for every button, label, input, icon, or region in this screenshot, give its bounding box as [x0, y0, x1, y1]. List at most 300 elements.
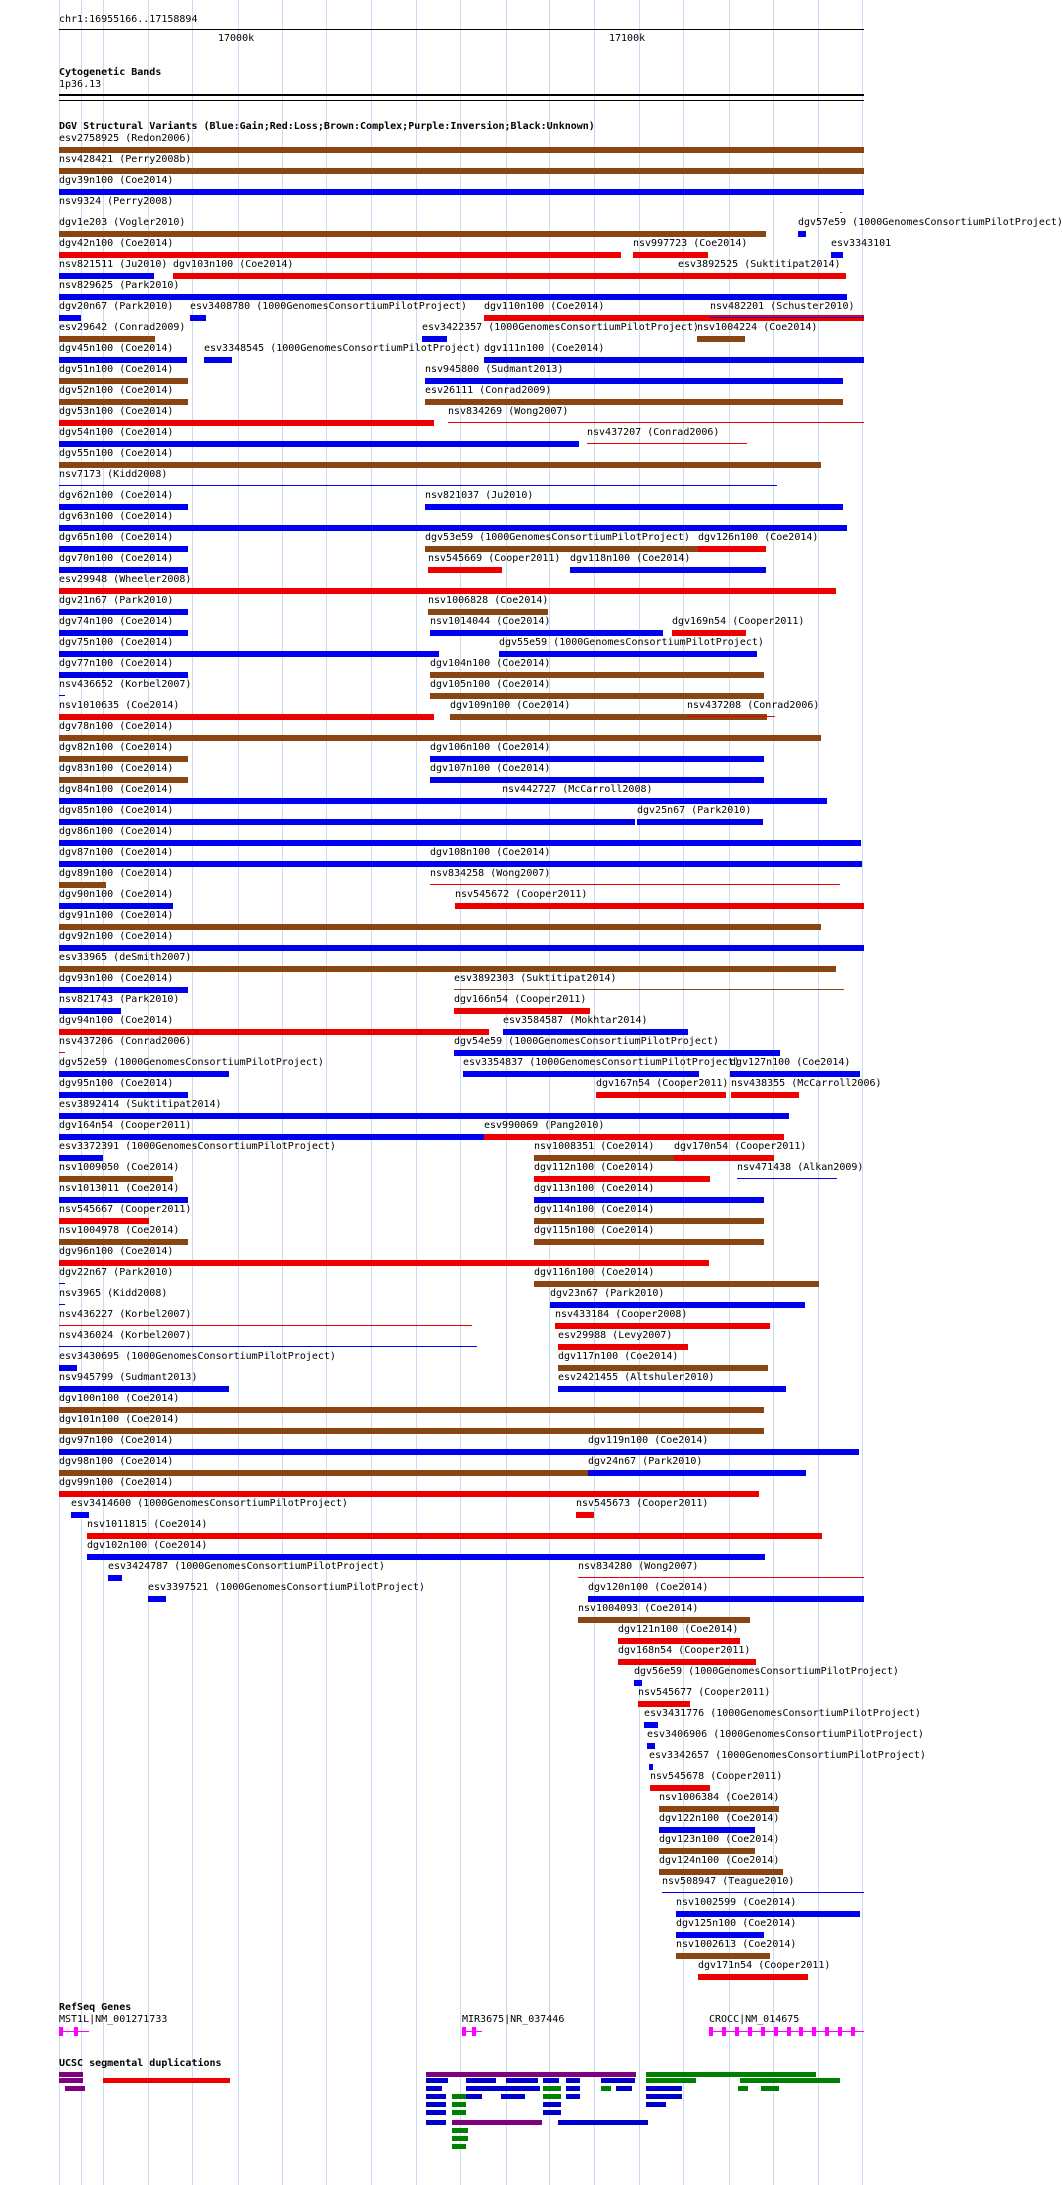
variant-label[interactable]: dgv22n67 (Park2010)	[59, 1267, 174, 1278]
variant-label[interactable]: dgv118n100 (Coe2014)	[570, 553, 691, 564]
variant-label[interactable]: nsv437206 (Conrad2006)	[59, 1036, 192, 1047]
variant-bar[interactable]	[59, 651, 439, 657]
variant-label[interactable]: esv3892303 (Suktitipat2014)	[454, 973, 617, 984]
variant-bar[interactable]	[430, 861, 862, 867]
variant-bar[interactable]	[59, 1428, 764, 1434]
variant-label[interactable]: dgv113n100 (Coe2014)	[534, 1183, 655, 1194]
variant-bar[interactable]	[659, 1848, 755, 1854]
variant-label[interactable]: dgv123n100 (Coe2014)	[659, 1834, 780, 1845]
variant-label[interactable]: nsv821037 (Ju2010)	[425, 490, 534, 501]
gene-exon[interactable]	[59, 2027, 63, 2036]
variant-label[interactable]: dgv93n100 (Coe2014)	[59, 973, 174, 984]
gene-exon[interactable]	[462, 2027, 466, 2036]
segdup-block[interactable]	[601, 2086, 611, 2091]
variant-bar[interactable]	[503, 1029, 688, 1035]
variant-label[interactable]: nsv1006828 (Coe2014)	[428, 595, 549, 606]
variant-bar[interactable]	[558, 1386, 786, 1392]
variant-bar[interactable]	[588, 1596, 864, 1602]
variant-label[interactable]: dgv63n100 (Coe2014)	[59, 511, 174, 522]
dgv-track-title[interactable]: DGV Structural Variants (Blue:Gain;Red:Loss;Brown:Complex;Purple:Inversion;Black:Unknown)	[59, 121, 595, 132]
variant-bar[interactable]	[148, 1596, 166, 1602]
variant-bar[interactable]	[558, 1365, 768, 1371]
variant-bar[interactable]	[59, 819, 635, 825]
segdup-block[interactable]	[103, 2078, 230, 2083]
variant-label[interactable]: dgv55n100 (Coe2014)	[59, 448, 174, 459]
segdup-block[interactable]	[566, 2086, 580, 2091]
variant-bar[interactable]	[59, 903, 173, 909]
segdup-block[interactable]	[543, 2110, 561, 2115]
variant-label[interactable]: dgv55e59 (1000GenomesConsortiumPilotProject)	[499, 637, 764, 648]
variant-label[interactable]: dgv53e59 (1000GenomesConsortiumPilotProject)	[425, 532, 690, 543]
variant-bar[interactable]	[59, 1155, 103, 1161]
variant-bar[interactable]	[59, 987, 188, 993]
variant-label[interactable]: esv3430695 (1000GenomesConsortiumPilotProject)	[59, 1351, 336, 1362]
variant-label[interactable]: dgv86n100 (Coe2014)	[59, 826, 174, 837]
variant-label[interactable]: dgv100n100 (Coe2014)	[59, 1393, 180, 1404]
variant-label[interactable]: dgv42n100 (Coe2014)	[59, 238, 174, 249]
variant-label[interactable]: nsv438355 (McCarroll2006)	[731, 1078, 882, 1089]
variant-label[interactable]: nsv945799 (Sudmant2013)	[59, 1372, 198, 1383]
variant-bar[interactable]	[59, 1407, 764, 1413]
variant-bar[interactable]	[502, 798, 827, 804]
segdup-block[interactable]	[452, 2110, 466, 2115]
variant-label[interactable]: dgv53n100 (Coe2014)	[59, 406, 174, 417]
variant-label[interactable]: nsv945800 (Sudmant2013)	[425, 364, 564, 375]
variant-label[interactable]: nsv1013011 (Coe2014)	[59, 1183, 180, 1194]
variant-bar[interactable]	[59, 294, 847, 300]
segdup-block[interactable]	[566, 2078, 580, 2083]
variant-label[interactable]: dgv20n67 (Park2010)	[59, 301, 174, 312]
variant-label[interactable]: dgv104n100 (Coe2014)	[430, 658, 551, 669]
segdup-block[interactable]	[543, 2086, 561, 2091]
variant-label[interactable]: dgv166n54 (Cooper2011)	[454, 994, 587, 1005]
variant-bar[interactable]	[59, 1346, 477, 1347]
variant-bar[interactable]	[59, 231, 766, 237]
variant-bar[interactable]	[678, 273, 846, 279]
variant-bar[interactable]	[455, 903, 864, 909]
variant-bar[interactable]	[59, 546, 188, 552]
variant-label[interactable]: dgv117n100 (Coe2014)	[558, 1351, 679, 1362]
variant-bar[interactable]	[484, 1134, 784, 1140]
variant-bar[interactable]	[59, 462, 821, 468]
variant-label[interactable]: nsv437208 (Conrad2006)	[687, 700, 820, 711]
segdup-block[interactable]	[426, 2086, 442, 2091]
segdup-block[interactable]	[646, 2102, 666, 2107]
variant-bar[interactable]	[430, 756, 764, 762]
gene-exon[interactable]	[825, 2027, 829, 2036]
segdup-block[interactable]	[501, 2094, 525, 2099]
variant-bar[interactable]	[59, 672, 188, 678]
variant-bar[interactable]	[731, 1092, 799, 1098]
variant-label[interactable]: dgv170n54 (Cooper2011)	[674, 1141, 807, 1152]
variant-label[interactable]: dgv99n100 (Coe2014)	[59, 1477, 174, 1488]
variant-bar[interactable]	[430, 672, 764, 678]
variant-label[interactable]: nsv1002613 (Coe2014)	[676, 1939, 797, 1950]
segdup-block[interactable]	[761, 2086, 779, 2091]
variant-bar[interactable]	[558, 1344, 688, 1350]
variant-label[interactable]: dgv54n100 (Coe2014)	[59, 427, 174, 438]
variant-bar[interactable]	[450, 714, 767, 720]
variant-bar[interactable]	[730, 1071, 860, 1077]
variant-label[interactable]: esv2421455 (Altshuler2010)	[558, 1372, 715, 1383]
variant-bar[interactable]	[59, 420, 434, 426]
segdup-block[interactable]	[452, 2136, 468, 2141]
segdup-block[interactable]	[566, 2094, 580, 2099]
variant-label[interactable]: dgv57e59 (1000GenomesConsortiumPilotProject)	[798, 217, 1063, 228]
variant-bar[interactable]	[428, 609, 548, 615]
variant-bar[interactable]	[190, 315, 206, 321]
variant-bar[interactable]	[422, 336, 447, 342]
variant-bar[interactable]	[59, 1325, 472, 1326]
segdup-block[interactable]	[616, 2086, 632, 2091]
variant-bar[interactable]	[59, 735, 821, 741]
variant-bar[interactable]	[59, 399, 188, 405]
variant-label[interactable]: nsv428421 (Perry2008b)	[59, 154, 192, 165]
variant-label[interactable]: dgv103n100 (Coe2014)	[173, 259, 294, 270]
gene-label[interactable]: CROCC|NM_014675	[709, 2014, 800, 2025]
segdup-block[interactable]	[59, 2072, 83, 2077]
variant-bar[interactable]	[676, 1911, 860, 1917]
variant-bar[interactable]	[59, 336, 155, 342]
variant-label[interactable]: dgv108n100 (Coe2014)	[430, 847, 551, 858]
variant-bar[interactable]	[87, 1554, 765, 1560]
variant-bar[interactable]	[425, 546, 715, 552]
segdup-block[interactable]	[426, 2094, 446, 2099]
variant-bar[interactable]	[428, 567, 502, 573]
variant-bar[interactable]	[59, 357, 187, 363]
variant-label[interactable]: esv3348545 (1000GenomesConsortiumPilotProject)	[204, 343, 481, 354]
variant-label[interactable]: nsv829625 (Park2010)	[59, 280, 180, 291]
variant-bar[interactable]	[59, 504, 188, 510]
variant-label[interactable]: esv26111 (Conrad2009)	[425, 385, 552, 396]
variant-label[interactable]: esv33965 (deSmith2007)	[59, 952, 192, 963]
gene-exon[interactable]	[851, 2027, 855, 2036]
segdup-block[interactable]	[426, 2110, 446, 2115]
variant-label[interactable]: dgv120n100 (Coe2014)	[588, 1582, 709, 1593]
variant-label[interactable]: dgv122n100 (Coe2014)	[659, 1813, 780, 1824]
variant-label[interactable]: dgv115n100 (Coe2014)	[534, 1225, 655, 1236]
segdup-block[interactable]	[452, 2128, 468, 2133]
variant-label[interactable]: nsv437207 (Conrad2006)	[587, 427, 720, 438]
variant-label[interactable]: dgv24n67 (Park2010)	[588, 1456, 703, 1467]
variant-bar[interactable]	[59, 1260, 709, 1266]
variant-label[interactable]: dgv52e59 (1000GenomesConsortiumPilotProject)	[59, 1057, 324, 1068]
segdup-block[interactable]	[65, 2086, 85, 2091]
variant-bar[interactable]	[59, 756, 188, 762]
variant-label[interactable]: nsv433184 (Cooper2008)	[555, 1309, 688, 1320]
variant-label[interactable]: dgv97n100 (Coe2014)	[59, 1435, 174, 1446]
variant-label[interactable]: nsv545677 (Cooper2011)	[638, 1687, 771, 1698]
variant-bar[interactable]	[454, 1050, 780, 1056]
variant-bar[interactable]	[59, 714, 434, 720]
variant-bar[interactable]	[59, 966, 836, 972]
variant-label[interactable]: dgv95n100 (Coe2014)	[59, 1078, 174, 1089]
variant-bar[interactable]	[576, 1512, 594, 1518]
variant-label[interactable]: dgv110n100 (Coe2014)	[484, 301, 605, 312]
variant-bar[interactable]	[710, 317, 864, 318]
variant-bar[interactable]	[737, 1178, 837, 1179]
variant-bar[interactable]	[204, 357, 232, 363]
variant-label[interactable]: dgv125n100 (Coe2014)	[676, 1918, 797, 1929]
segdup-block[interactable]	[740, 2078, 840, 2083]
variant-bar[interactable]	[59, 1071, 229, 1077]
variant-label[interactable]: dgv74n100 (Coe2014)	[59, 616, 174, 627]
variant-label[interactable]: dgv91n100 (Coe2014)	[59, 910, 174, 921]
variant-label[interactable]: dgv106n100 (Coe2014)	[430, 742, 551, 753]
variant-label[interactable]: dgv98n100 (Coe2014)	[59, 1456, 174, 1467]
variant-label[interactable]: esv3397521 (1000GenomesConsortiumPilotProject)	[148, 1582, 425, 1593]
variant-label[interactable]: dgv102n100 (Coe2014)	[87, 1540, 208, 1551]
segdup-block[interactable]	[646, 2072, 816, 2077]
variant-bar[interactable]	[59, 1239, 188, 1245]
segdup-block[interactable]	[426, 2072, 636, 2077]
refseq-track-title[interactable]: RefSeq Genes	[59, 2002, 132, 2013]
variant-label[interactable]: nsv471438 (Alkan2009)	[737, 1162, 864, 1173]
variant-label[interactable]: esv2758925 (Redon2006)	[59, 133, 192, 144]
variant-label[interactable]: esv3414600 (1000GenomesConsortiumPilotProject)	[71, 1498, 348, 1509]
variant-label[interactable]: dgv126n100 (Coe2014)	[698, 532, 819, 543]
variant-label[interactable]: dgv96n100 (Coe2014)	[59, 1246, 174, 1257]
variant-label[interactable]: nsv545672 (Cooper2011)	[455, 889, 588, 900]
variant-bar[interactable]	[578, 1617, 750, 1623]
gene-exon[interactable]	[812, 2027, 816, 2036]
variant-bar[interactable]	[59, 168, 864, 174]
variant-label[interactable]: dgv107n100 (Coe2014)	[430, 763, 551, 774]
variant-label[interactable]: esv3372391 (1000GenomesConsortiumPilotProject)	[59, 1141, 336, 1152]
variant-bar[interactable]	[59, 1113, 789, 1119]
variant-label[interactable]: esv3343101	[831, 238, 892, 249]
variant-label[interactable]: dgv119n100 (Coe2014)	[588, 1435, 709, 1446]
segdup-block[interactable]	[426, 2120, 446, 2125]
variant-bar[interactable]	[71, 1512, 89, 1518]
variant-label[interactable]: dgv85n100 (Coe2014)	[59, 805, 174, 816]
variant-label[interactable]: dgv70n100 (Coe2014)	[59, 553, 174, 564]
variant-bar[interactable]	[59, 924, 821, 930]
variant-bar[interactable]	[59, 189, 864, 195]
gene-label[interactable]: MST1L|NM_001271733	[59, 2014, 168, 2025]
variant-bar[interactable]	[59, 695, 65, 696]
variant-label[interactable]: dgv62n100 (Coe2014)	[59, 490, 174, 501]
variant-bar[interactable]	[499, 651, 757, 657]
segdup-block[interactable]	[452, 2144, 466, 2149]
variant-bar[interactable]	[638, 1701, 690, 1707]
variant-label[interactable]: esv29988 (Levy2007)	[558, 1330, 673, 1341]
variant-label[interactable]: nsv442727 (McCarroll2008)	[502, 784, 653, 795]
variant-label[interactable]: dgv105n100 (Coe2014)	[430, 679, 551, 690]
variant-bar[interactable]	[534, 1197, 764, 1203]
gene-exon[interactable]	[787, 2027, 791, 2036]
variant-bar[interactable]	[59, 609, 188, 615]
variant-bar[interactable]	[430, 884, 840, 885]
variant-label[interactable]: esv3424787 (1000GenomesConsortiumPilotProject)	[108, 1561, 385, 1572]
variant-bar[interactable]	[662, 1892, 864, 1893]
variant-bar[interactable]	[448, 422, 864, 423]
gene-exon[interactable]	[748, 2027, 752, 2036]
variant-bar[interactable]	[698, 546, 766, 552]
variant-label[interactable]: esv3406906 (1000GenomesConsortiumPilotProject)	[647, 1729, 924, 1740]
variant-label[interactable]: dgv39n100 (Coe2014)	[59, 175, 174, 186]
gene-exon[interactable]	[774, 2027, 778, 2036]
variant-label[interactable]: dgv109n100 (Coe2014)	[450, 700, 571, 711]
variant-label[interactable]: nsv436227 (Korbel2007)	[59, 1309, 192, 1320]
variant-label[interactable]: dgv25n67 (Park2010)	[637, 805, 752, 816]
variant-bar[interactable]	[618, 1638, 740, 1644]
variant-bar[interactable]	[637, 819, 763, 825]
variant-bar[interactable]	[59, 273, 154, 279]
variant-bar[interactable]	[59, 485, 777, 486]
variant-bar[interactable]	[59, 252, 621, 258]
variant-bar[interactable]	[659, 1869, 783, 1875]
variant-bar[interactable]	[840, 212, 842, 213]
gene-exon[interactable]	[722, 2027, 726, 2036]
segdup-block[interactable]	[466, 2086, 540, 2091]
variant-label[interactable]: nsv821511 (Ju2010)	[59, 259, 168, 270]
variant-label[interactable]: nsv7173 (Kidd2008)	[59, 469, 168, 480]
variant-bar[interactable]	[650, 1785, 710, 1791]
variant-bar[interactable]	[588, 1449, 758, 1455]
variant-label[interactable]: nsv482201 (Schuster2010)	[710, 301, 855, 312]
variant-label[interactable]: nsv1009050 (Coe2014)	[59, 1162, 180, 1173]
variant-label[interactable]: nsv1002599 (Coe2014)	[676, 1897, 797, 1908]
variant-label[interactable]: dgv90n100 (Coe2014)	[59, 889, 174, 900]
variant-label[interactable]: dgv52n100 (Coe2014)	[59, 385, 174, 396]
variant-bar[interactable]	[534, 1239, 764, 1245]
variant-label[interactable]: nsv997723 (Coe2014)	[633, 238, 748, 249]
variant-label[interactable]: dgv169n54 (Cooper2011)	[672, 616, 805, 627]
variant-label[interactable]: nsv834258 (Wong2007)	[430, 868, 551, 879]
segdup-block[interactable]	[646, 2086, 682, 2091]
variant-label[interactable]: dgv83n100 (Coe2014)	[59, 763, 174, 774]
variant-bar[interactable]	[672, 630, 746, 636]
variant-bar[interactable]	[59, 1491, 759, 1497]
variant-bar[interactable]	[578, 1577, 864, 1578]
variant-bar[interactable]	[484, 357, 864, 363]
segdup-block[interactable]	[543, 2078, 559, 2083]
variant-bar[interactable]	[87, 1533, 822, 1539]
variant-label[interactable]: nsv545673 (Cooper2011)	[576, 1498, 709, 1509]
variant-label[interactable]: dgv164n54 (Cooper2011)	[59, 1120, 192, 1131]
variant-bar[interactable]	[425, 378, 843, 384]
variant-label[interactable]: nsv821743 (Park2010)	[59, 994, 180, 1005]
segdup-block[interactable]	[506, 2078, 538, 2083]
segdup-block[interactable]	[59, 2078, 83, 2083]
variant-label[interactable]: nsv3965 (Kidd2008)	[59, 1288, 168, 1299]
gene-exon[interactable]	[472, 2027, 476, 2036]
variant-bar[interactable]	[463, 1071, 699, 1077]
variant-bar[interactable]	[59, 525, 847, 531]
variant-bar[interactable]	[59, 630, 188, 636]
variant-label[interactable]: dgv89n100 (Coe2014)	[59, 868, 174, 879]
variant-bar[interactable]	[659, 1827, 755, 1833]
variant-label[interactable]: dgv116n100 (Coe2014)	[534, 1267, 655, 1278]
variant-label[interactable]: dgv78n100 (Coe2014)	[59, 721, 174, 732]
variant-label[interactable]: dgv21n67 (Park2010)	[59, 595, 174, 606]
variant-label[interactable]: nsv1008351 (Coe2014)	[534, 1141, 655, 1152]
variant-label[interactable]: nsv1014044 (Coe2014)	[430, 616, 551, 627]
variant-label[interactable]: nsv436652 (Korbel2007)	[59, 679, 192, 690]
variant-bar[interactable]	[534, 1218, 764, 1224]
segdup-block[interactable]	[452, 2102, 466, 2107]
variant-label[interactable]: nsv1004093 (Coe2014)	[578, 1603, 699, 1614]
variant-label[interactable]: esv3431776 (1000GenomesConsortiumPilotProject)	[644, 1708, 921, 1719]
variant-label[interactable]: nsv9324 (Perry2008)	[59, 196, 174, 207]
variant-bar[interactable]	[649, 1764, 653, 1770]
segdup-block[interactable]	[646, 2094, 682, 2099]
variant-bar[interactable]	[596, 1092, 726, 1098]
variant-bar[interactable]	[59, 1365, 77, 1371]
variant-label[interactable]: nsv834280 (Wong2007)	[578, 1561, 699, 1572]
variant-label[interactable]: dgv101n100 (Coe2014)	[59, 1414, 180, 1425]
variant-label[interactable]: dgv127n100 (Coe2014)	[730, 1057, 851, 1068]
segdup-block[interactable]	[452, 2120, 542, 2125]
variant-label[interactable]: dgv92n100 (Coe2014)	[59, 931, 174, 942]
variant-bar[interactable]	[831, 252, 843, 258]
variant-bar[interactable]	[59, 147, 864, 153]
variant-label[interactable]: nsv1006384 (Coe2014)	[659, 1792, 780, 1803]
variant-label[interactable]: dgv168n54 (Cooper2011)	[618, 1645, 751, 1656]
variant-bar[interactable]	[59, 840, 861, 846]
variant-label[interactable]: dgv94n100 (Coe2014)	[59, 1015, 174, 1026]
cyto-band-bar[interactable]	[59, 94, 864, 96]
variant-bar[interactable]	[59, 441, 579, 447]
variant-label[interactable]: dgv1e203 (Vogler2010)	[59, 217, 186, 228]
variant-label[interactable]: esv3422357 (1000GenomesConsortiumPilotProject)	[422, 322, 699, 333]
variant-label[interactable]: dgv111n100 (Coe2014)	[484, 343, 605, 354]
variant-label[interactable]: dgv167n54 (Cooper2011)	[596, 1078, 729, 1089]
variant-bar[interactable]	[59, 882, 106, 888]
variant-bar[interactable]	[59, 1092, 188, 1098]
variant-bar[interactable]	[59, 1197, 188, 1203]
variant-bar[interactable]	[633, 252, 708, 258]
segdup-block[interactable]	[558, 2120, 648, 2125]
variant-label[interactable]: esv3408780 (1000GenomesConsortiumPilotProject)	[190, 301, 467, 312]
cyto-track-title[interactable]: Cytogenetic Bands	[59, 67, 162, 78]
gene-exon[interactable]	[709, 2027, 713, 2036]
variant-bar[interactable]	[59, 1008, 121, 1014]
variant-label[interactable]: esv3892414 (Suktitipat2014)	[59, 1099, 222, 1110]
variant-label[interactable]: esv29948 (Wheeler2008)	[59, 574, 192, 585]
segdup-block[interactable]	[426, 2102, 446, 2107]
variant-bar[interactable]	[570, 567, 766, 573]
variant-label[interactable]: nsv1004978 (Coe2014)	[59, 1225, 180, 1236]
variant-bar[interactable]	[59, 945, 864, 951]
variant-label[interactable]: esv3892525 (Suktitipat2014)	[678, 259, 841, 270]
variant-bar[interactable]	[798, 231, 806, 237]
variant-label[interactable]: nsv1011815 (Coe2014)	[87, 1519, 208, 1530]
variant-bar[interactable]	[587, 443, 747, 444]
variant-label[interactable]: nsv508947 (Teague2010)	[662, 1876, 795, 1887]
variant-bar[interactable]	[59, 1386, 229, 1392]
variant-bar[interactable]	[534, 1176, 710, 1182]
variant-label[interactable]: dgv124n100 (Coe2014)	[659, 1855, 780, 1866]
variant-label[interactable]: dgv51n100 (Coe2014)	[59, 364, 174, 375]
variant-label[interactable]: dgv114n100 (Coe2014)	[534, 1204, 655, 1215]
variant-label[interactable]: esv29642 (Conrad2009)	[59, 322, 186, 333]
variant-bar[interactable]	[634, 1680, 642, 1686]
variant-label[interactable]: dgv121n100 (Coe2014)	[618, 1624, 739, 1635]
variant-bar[interactable]	[644, 1722, 658, 1728]
segdup-block[interactable]	[466, 2094, 482, 2099]
variant-label[interactable]: nsv834269 (Wong2007)	[448, 406, 569, 417]
variant-label[interactable]: esv3584587 (Mokhtar2014)	[503, 1015, 648, 1026]
variant-label[interactable]: esv990069 (Pang2010)	[484, 1120, 605, 1131]
segdup-block[interactable]	[543, 2102, 561, 2107]
variant-bar[interactable]	[59, 1304, 65, 1305]
variant-bar[interactable]	[618, 1659, 756, 1665]
variant-label[interactable]: dgv84n100 (Coe2014)	[59, 784, 174, 795]
variant-bar[interactable]	[555, 1323, 770, 1329]
variant-label[interactable]: dgv65n100 (Coe2014)	[59, 532, 174, 543]
